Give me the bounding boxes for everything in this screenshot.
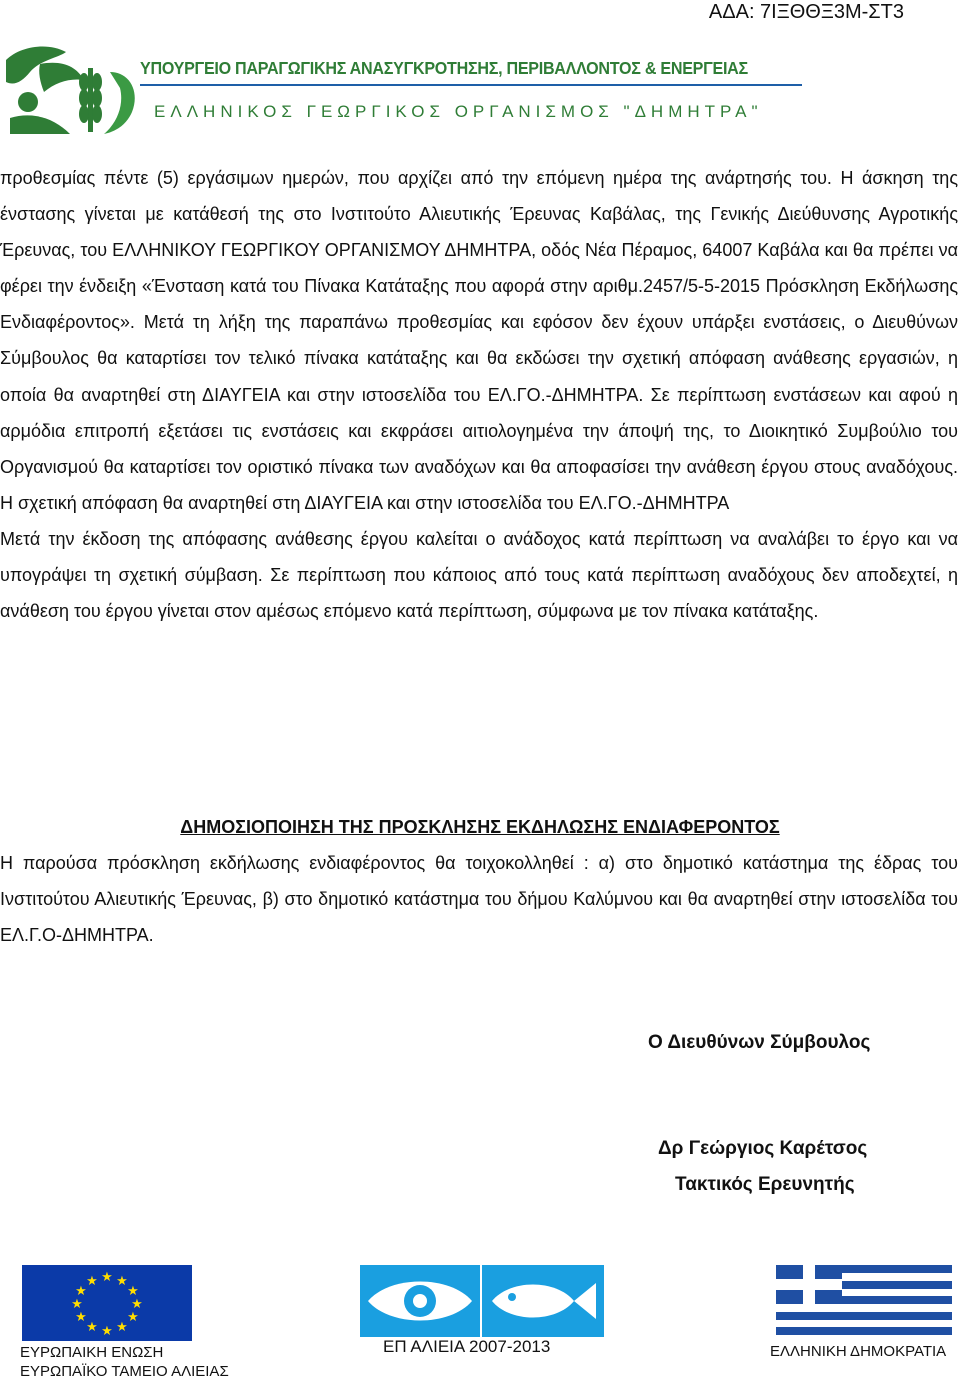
announcement-section bbox=[0, 845, 958, 953]
signatory-name: Δρ Γεώργιος Καρέτσος bbox=[658, 1138, 868, 1159]
body-paragraph-1: προθεσμίας πέντε (5) εργάσιμων ημερών, που αρχίζει από την επόμενη ημέρα της ανάρτησής του. Η άσκηση της ένστασης γίνεται με κατάθεσή της στο Ινστιτούτο Αλιευτικής Έρευνας Καβάλας, της Γενικής Διεύθυνσης Αγροτικής Έρευνας, του ΕΛΛΗΝΙΚΟΥ ΓΕΩΡΓΙΚΟΥ ΟΡΓΑΝΙΣΜΟΥ ΔΗΜΗΤΡΑ, οδός Νέα Πέραμος, 64007 Καβάλα και θα πρέπει να φέρει την ένδειξη «Ένσταση κατά του Πίνακα Κατάταξης που αφορά στην αριθμ.2457/5-5-2015 Πρόσκληση Εκδήλωσης Ενδιαφέροντος». Μετά τη λήξη της παραπάνω προθεσμίας και εφόσον δεν έχουν υπάρξει ενστάσεις, ο Διευθύνων Σύμβουλος θα καταρτίσει τον τελικό πίνακα κατάταξης και θα εκδώσει την σχετική απόφαση ανάθεσης εργασιών, η οποία θα αναρτηθεί στη ΔΙΑΥΓΕΙΑ και στην ιστοσελίδα του ΕΛ.ΓΟ.-ΔΗΜΗΤΡΑ. Σε περίπτωση ενστάσεων και αφού η αρμόδια επιτροπή εξετάσει τις ενστάσεις και εκφράσει αιτιολογημένα την άποψή της, το Διοικητικό Συμβούλιο του Οργανισμού θα καταρτίσει τον οριστικό πίνακα των αναδόχων και θα αποφασίσει την ανάθεση έργου στους αναδόχους. Η σχετική απόφαση θα αναρτηθεί στη ΔΙΑΥΓΕΙΑ και στην ιστοσελίδα του ΕΛ.ΓΟ.-ΔΗΜΗΤΡΑ bbox=[0, 168, 958, 513]
svg-text:★: ★ bbox=[101, 1270, 113, 1285]
fisheries-program-logo-icon bbox=[360, 1265, 604, 1337]
ministry-logo-icon bbox=[0, 42, 148, 138]
signatory-title: Τακτικός Ερευνητής bbox=[675, 1174, 855, 1195]
svg-text:★: ★ bbox=[86, 1320, 98, 1335]
organization-name: ΕΛΛΗΝΙΚΟΣ ΓΕΩΡΓΙΚΟΣ ΟΡΓΑΝΙΣΜΟΣ "ΔΗΜΗΤΡΑ" bbox=[154, 102, 763, 121]
body-paragraph-2: Μετά την έκδοση της απόφασης ανάθεσης έργου καλείται ο ανάδοχος κατά περίπτωση να αναλάβει το έργο και να υπογράψει τη σχετική σύμβαση. Σε περίπτωση που κάποιος από τους κατά περίπτωση αναδόχους δεν αποδεχτεί, η ανάθεση του έργου γίνεται στον αμέσως επόμενο κατά περίπτωση, σύμφωνα με τον πίνακα κατάταξης. bbox=[0, 528, 958, 622]
announcement-title: ΔΗΜΟΣΙΟΠΟΙΗΣΗ ΤΗΣ ΠΡΟΣΚΛΗΣΗΣ ΕΚΔΗΛΩΣΗΣ ΕΝΔΙΑΦΕΡΟΝΤΟΣ bbox=[180, 817, 780, 837]
document-body bbox=[0, 160, 958, 629]
svg-text:★: ★ bbox=[86, 1274, 98, 1289]
svg-text:★: ★ bbox=[127, 1310, 139, 1325]
header-divider bbox=[140, 84, 802, 86]
program-caption: ΕΠ ΑΛΙΕΙΑ 2007-2013 bbox=[383, 1337, 551, 1356]
svg-text:★: ★ bbox=[116, 1320, 128, 1335]
svg-text:★: ★ bbox=[75, 1284, 87, 1299]
eu-caption-line-2: ΕΥΡΩΠΑΪΚΟ ΤΑΜΕΙΟ ΑΛΙΕΙΑΣ bbox=[20, 1363, 229, 1380]
svg-text:★: ★ bbox=[131, 1297, 143, 1312]
ada-number: ΑΔΑ: 7ΙΞΘΘΞ3Μ-ΣΤ3 bbox=[708, 1, 904, 23]
eu-flag-icon bbox=[22, 1265, 192, 1341]
svg-text:★: ★ bbox=[101, 1324, 113, 1339]
greek-flag-icon bbox=[776, 1265, 952, 1335]
svg-text:★: ★ bbox=[71, 1297, 83, 1312]
ministry-name: ΥΠΟΥΡΓΕΙΟ ΠΑΡΑΓΩΓΙΚΗΣ ΑΝΑΣΥΓΚΡΟΤΗΣΗΣ, ΠΕΡΙΒΑΛΛΟΝΤΟΣ & ΕΝΕΡΓΕΙΑΣ bbox=[140, 58, 748, 78]
eu-caption-line-1: ΕΥΡΩΠΑΙΚΗ ΕΝΩΣΗ bbox=[20, 1344, 164, 1361]
republic-caption: ΕΛΛΗΝΙΚΗ ΔΗΜΟΚΡΑΤΙΑ bbox=[770, 1343, 947, 1360]
svg-text:★: ★ bbox=[127, 1284, 139, 1299]
letterhead bbox=[0, 42, 820, 138]
eu-caption bbox=[20, 1343, 229, 1381]
svg-text:★: ★ bbox=[75, 1310, 87, 1325]
svg-text:★: ★ bbox=[116, 1274, 128, 1289]
announcement-text: Η παρούσα πρόσκληση εκδήλωσης ενδιαφέροντος θα τοιχοκολληθεί : α) στο δημοτικό κατάστημα της έδρας του Ινστιτούτου Αλιευτικής Έρευνας, β) στο δημοτικό κατάστημα του δήμου Καλύμνου και θα αναρτηθεί στην ιστοσελίδα του ΕΛ.Γ.Ο-ΔΗΜΗΤΡΑ. bbox=[0, 853, 958, 946]
signatory-role: Ο Διευθύνων Σύμβουλος bbox=[648, 1032, 871, 1053]
